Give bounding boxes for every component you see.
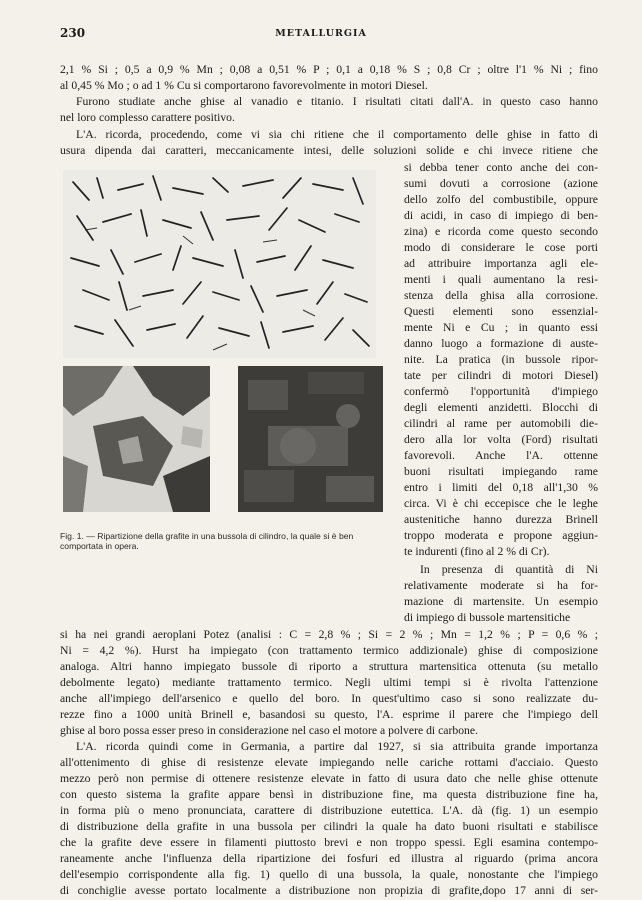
text-line: debolmente legato) mediante trattamento termico. Negli ultimi tempi si è rivolta l'attenzione (60, 676, 598, 689)
figure-caption: Fig. 1. — Ripartizione della grafite in una bussola di cilindro, la quale si è ben comportata in opera. (60, 531, 354, 551)
column-line: stenza della ghisa alla corrosione. (404, 289, 598, 302)
column-line: dero alla lor volta (Ford) risultati (404, 433, 598, 446)
column-line: menti i quali aumentano la resi- (404, 273, 598, 286)
text-line: di distribuzione della grafite in una bussola per cilindri la quale ha dato buoni risultati e stabilisce (60, 820, 598, 833)
column-line: mazione di martensite. Un esempio (404, 595, 598, 608)
column-line: Questi elementi sono essenzial- (404, 305, 598, 318)
text-line: rezze fino a 1000 unità Brinell e, basandosi su questo, l'A. esprime il parere che l'impiego dell (60, 708, 598, 721)
text-line: anche all'impiego dell'arsenico e quello del boro. In quest'ultimo caso si sono realizzate du- (60, 692, 598, 705)
text-line: nel loro complesso carattere positivo. (60, 111, 235, 124)
text-line: usura dipenda dai caratteri, meccanicamente intesi, delle soluzioni solide e chi invece ritiene che (60, 144, 598, 157)
column-line: circa. Vi è chi eccepisce che le leghe (404, 497, 598, 510)
text-line: di conchiglie avesse portato localmente a distribuzione non propizia di grafite,dopo 17 anni di ser- (60, 884, 598, 897)
text-line: al 0,45 % Mo ; o ad 1 % Cu si comportarono favorevolmente in motori Diesel. (60, 79, 428, 92)
column-line: si debba tener conto anche dei con- (404, 161, 598, 174)
column-line: relativamente moderate si ha for- (404, 579, 598, 592)
text-line: Ni = 4,2 %). Hurst ha impiegato (con trattamento termico addizionale) ghise di composizione (60, 644, 598, 657)
column-line: danno luogo a formazione di auste- (404, 337, 598, 350)
text-line: dell'esempio corrispondente alla fig. 1) quello di una bussola, la quale, nonostante che l'impiego (60, 868, 598, 881)
column-line: te indurenti (fino al 2 % di Cr). (404, 545, 550, 558)
column-line: cilindri al rame per automobili die- (404, 417, 598, 430)
column-line: buoni risultati impiegando rame (404, 465, 598, 478)
text-line: in forma più o meno pronunciata, carattere di distribuzione eutettica. L'A. dà (fig. 1) un esempio (60, 804, 598, 817)
column-line: di acidi, in caso di impiego di ben- (404, 209, 598, 222)
text-line: ghise al boro possa esser preso in considerazione nel caso el motore a polvere di carbone. (60, 724, 479, 737)
column-line: tate per cilindri di motori Diesel) (404, 369, 598, 382)
column-line: favorevoli. Anche l'A. ottenne (404, 449, 598, 462)
column-line: nite. La pratica (in bussole ripor- (404, 353, 598, 366)
running-title: METALLURGIA (275, 28, 367, 39)
text-line: che la grafite deve essere in filamenti piuttosto brevi e non troppo spessi. Egli esamina contempo- (60, 836, 598, 849)
text-line: L'A. ricorda quindi come in Germania, a partire dal 1927, si sia attribuita grande importanza (76, 740, 598, 753)
micrograph-top (63, 170, 376, 358)
column-line: austenitiche hanno durezza Brinell (404, 513, 598, 526)
text-line: con questo sistema la grafite appare bensì in distribuzione fine, ma questa distribuzione fine ha, (60, 788, 598, 801)
micrograph-bottom-left (63, 366, 210, 512)
column-line: ad attribuire importanza agli ele- (404, 257, 598, 270)
text-line: L'A. ricorda, procedendo, come vi sia chi ritiene che il comportamento delle ghise in fatto di (76, 128, 598, 141)
column-line: zina) e ricorda come questo secondo (404, 225, 598, 238)
column-line: entro i limiti del 0,18 all'1,30 % (404, 481, 598, 494)
text-line: 2,1 % Si ; 0,5 a 0,9 % Mn ; 0,08 a 0,51 % P ; 0,1 a 0,18 % S ; 0,8 Cr ; oltre l'1 % Ni ; fino (60, 63, 598, 76)
column-line: sumi dovuti a corrosione (azione (404, 177, 598, 190)
text-line: analoga. Altri hanno impiegato bussole di riporto a struttura martensitica ottenuta (su metallo (60, 660, 598, 673)
column-line: degli elementi anzidetti. Blocchi di (404, 401, 598, 414)
text-line: all'ottenimento di ghise di resistenze elevate impiegando nelle cariche rottami d'acciaio. Questo (60, 756, 598, 769)
column-line: In presenza di quantità di Ni (420, 563, 598, 576)
text-line: mezzo però non permise di ottenere resistenze elevate in fatto di usura dato che nelle ghise ottenute (60, 772, 598, 785)
micrograph-bottom-right (238, 366, 383, 512)
text-line: Furono studiate anche ghise al vanadio e titanio. I risultati citati dall'A. in questo caso hanno (76, 95, 598, 108)
column-line: di impiego di bussole martensitiche (404, 611, 571, 624)
column-line: dello zolfo del combustibile, oppure (404, 193, 598, 206)
text-line: si ha nei grandi aeroplani Potez (analisi : C = 2,8 % ; Si = 2 % ; Mn = 1,2 % ; P = 0,6 % ; (60, 628, 598, 641)
column-line: mente Ni e Cu ; in quanto essi (404, 321, 598, 334)
column-line: troppo moderata e propone aggiun- (404, 529, 598, 542)
column-line: confermò l'opportunità d'impiego (404, 385, 598, 398)
page-number: 230 (60, 26, 86, 40)
text-line: raneamente anche l'influenza della ripartizione dei fosfuri ed illustra al riguardo (prima ancora (60, 852, 598, 865)
column-line: modo di considerare le cose porti (404, 241, 598, 254)
